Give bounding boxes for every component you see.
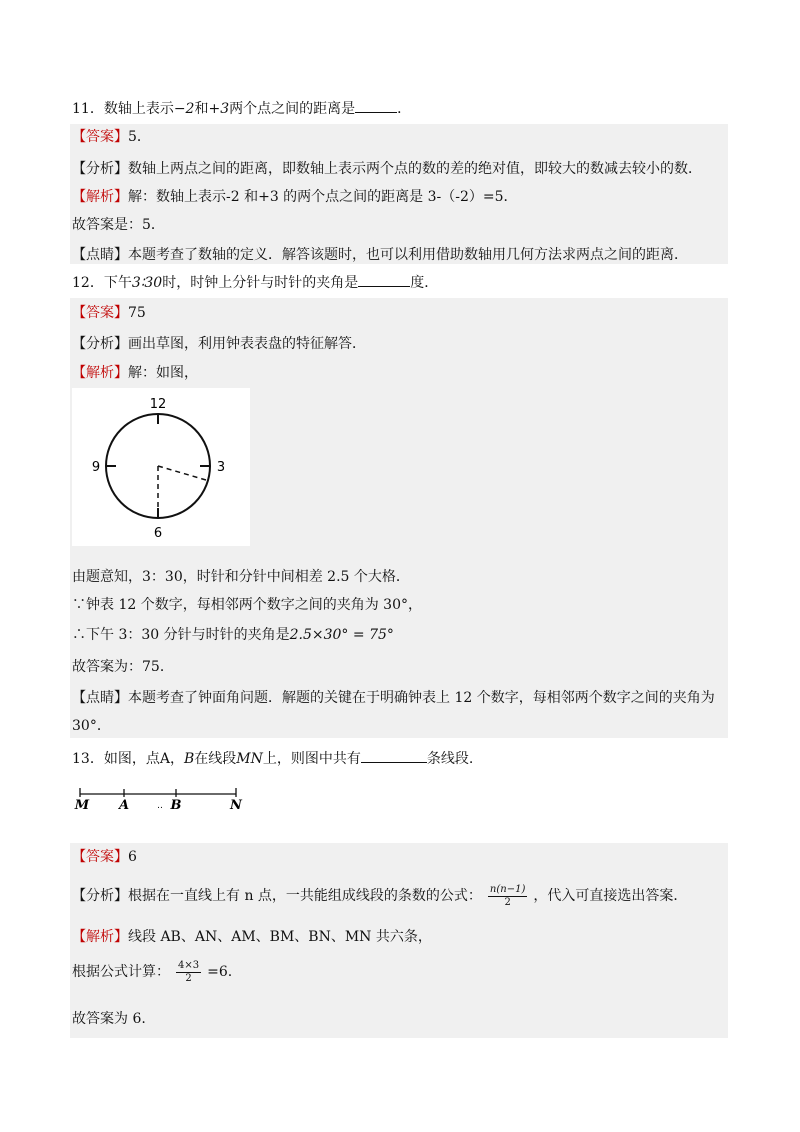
q13-answer: 【答案】6 <box>72 849 137 865</box>
q13-calc: 根据公式计算： $\frac{4\times 3}{2}$ =6. <box>72 959 233 984</box>
answer-blank <box>355 98 397 113</box>
q11-stem: 11．数轴上表示−2和+3两个点之间的距离是 ． <box>72 98 411 120</box>
clock-label-3: 3 <box>216 460 226 475</box>
label-dots: .. <box>157 801 163 811</box>
calc-fraction: $\frac{4\times 3}{2}$ <box>178 959 200 984</box>
q12-answer: 【答案】75 <box>72 305 146 321</box>
question-number: 13． <box>72 751 104 767</box>
q11-comment: 【点睛】本题考查了数轴的定义．解答该题时，也可以利用借助数轴用几何方法求两点之间的距离． <box>72 247 688 263</box>
q12-stem: 12．下午3∶30时，时钟上分针与时针的夹角是 度． <box>72 272 438 294</box>
segment-figure <box>72 775 252 825</box>
solution-tag: 【解析】 <box>72 929 128 945</box>
clock-svg <box>72 388 250 546</box>
label-m: M <box>74 798 90 813</box>
clock-figure <box>72 388 250 546</box>
q13-stem: 13．如图，点A，B在线段MN上，则图中共有 条线段. <box>72 748 473 770</box>
answer-tag: 【答案】 <box>72 849 128 865</box>
answer-tag: 【答案】 <box>72 129 128 145</box>
formula-fraction: $\frac{n(n-1)}{2}$ <box>489 883 526 908</box>
q12-step3: ∴下午 3：30 分针与时针的夹角是2.5×30° = 75° <box>72 627 394 643</box>
question-number: 11． <box>72 101 104 117</box>
label-a: A <box>118 798 130 813</box>
question-number: 12． <box>72 275 104 291</box>
segment-svg <box>72 775 252 825</box>
clock-label-12: 12 <box>149 397 167 412</box>
q11-analysis: 【分析】数轴上两点之间的距离，即数轴上表示两个点的数的差的绝对值，即较大的数减去较小的数． <box>72 161 702 177</box>
q13-conclusion: 故答案为 6. <box>72 1011 146 1027</box>
q13-solution: 【解析】线段 AB、AN、AM、BM、BN、MN 共六条， <box>72 929 432 945</box>
q12-solution: 【解析】解：如图， <box>72 365 198 381</box>
q11-conclusion: 故答案是：5． <box>72 217 165 233</box>
clock-label-6: 6 <box>153 526 163 541</box>
q12-comment-cont: 30°． <box>72 718 111 734</box>
solution-tag: 【解析】 <box>72 365 128 381</box>
answer-blank <box>358 272 410 287</box>
solution-tag: 【解析】 <box>72 189 128 205</box>
comment-tag: 【点睛】 <box>72 690 128 706</box>
answer-blank <box>361 748 427 763</box>
q11-answer: 【答案】5． <box>72 129 151 145</box>
q11-solution: 【解析】解：数轴上表示-2 和+3 的两个点之间的距离是 3-（-2）=5． <box>72 189 518 205</box>
analysis-tag: 【分析】 <box>72 161 128 177</box>
q13-analysis: 【分析】根据在一直线上有 n 点，一共能组成线段的条数的公式： $\frac{n(n-1)}{2}$ ，代入可直接选出答案． <box>72 883 688 908</box>
q12-step2: ∵钟表 12 个数字，每相邻两个数字之间的夹角为 30°， <box>72 597 422 613</box>
q12-conclusion: 故答案为：75． <box>72 659 174 675</box>
q12-analysis: 【分析】画出草图，利用钟表表盘的特征解答． <box>72 336 366 352</box>
analysis-tag: 【分析】 <box>72 336 128 352</box>
label-b: B <box>170 798 182 813</box>
clock-label-9: 9 <box>91 460 101 475</box>
answer-tag: 【答案】 <box>72 305 128 321</box>
analysis-tag: 【分析】 <box>72 888 128 904</box>
q12-step1: 由题意知，3：30，时针和分针中间相差 2.5 个大格． <box>72 569 410 585</box>
q12-comment: 【点睛】本题考查了钟面角问题．解题的关键在于明确钟表上 12 个数字，每相邻两个数字之间的夹角为 <box>72 690 715 706</box>
label-n: N <box>230 798 242 813</box>
comment-tag: 【点睛】 <box>72 247 128 263</box>
hour-hand <box>158 466 206 480</box>
